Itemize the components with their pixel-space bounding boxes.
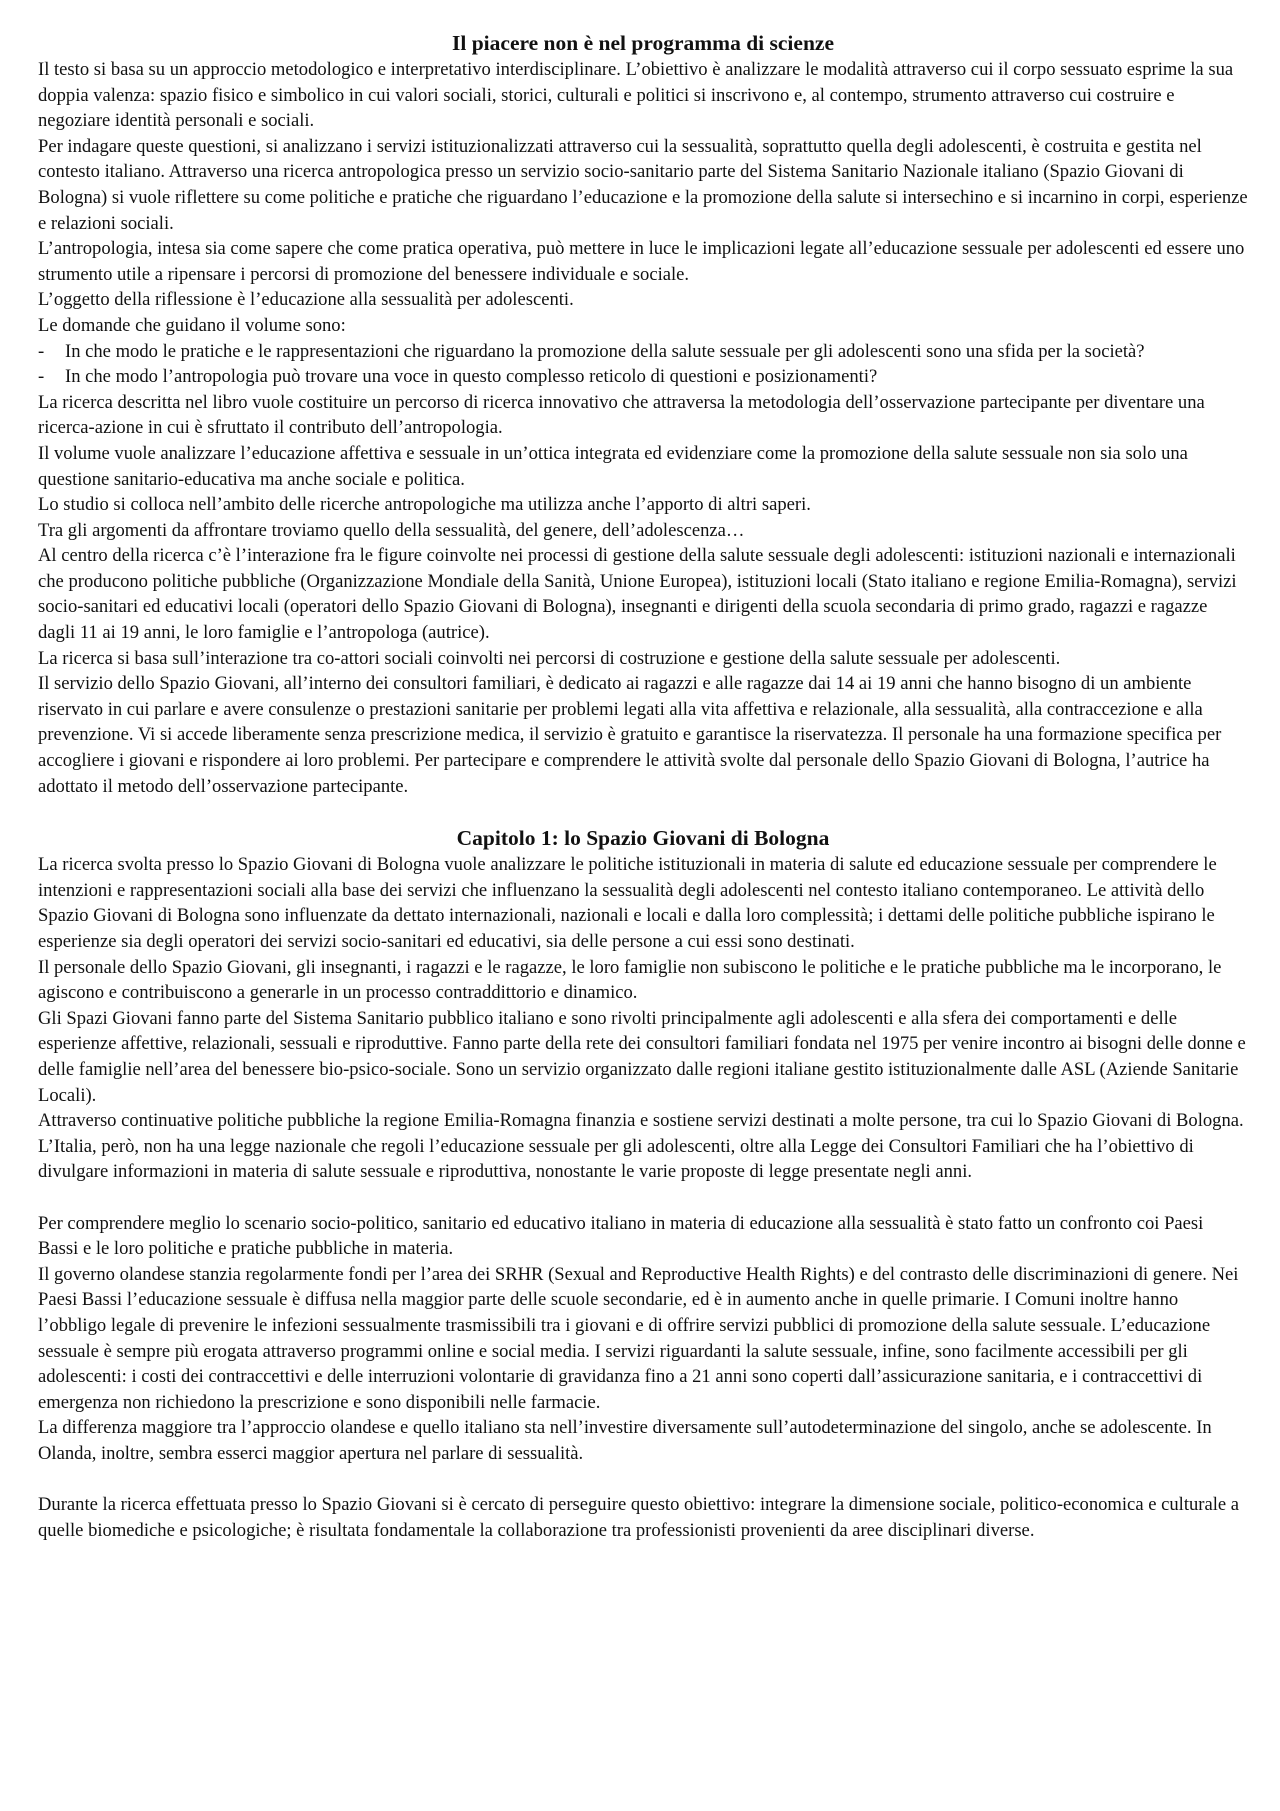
chapter-heading: Capitolo 1: lo Spazio Giovani di Bologna	[456, 826, 830, 851]
paragraph: Per comprendere meglio lo scenario socio-politico, sanitario ed educativo italiano in materia di educazione alla sessualità è stato fatto un confronto coi Paesi Bassi e le loro politiche e pratiche pubbliche in materia.	[38, 1212, 1204, 1260]
paragraph: Tra gli argomenti da affrontare troviamo quello della sessualità, del genere, dell’adolescenza…	[38, 519, 745, 541]
paragraph: Gli Spazi Giovani fanno parte del Sistema Sanitario pubblico italiano e sono rivolti principalmente agli adolescenti e alla sfera dei comportamenti e delle esperienze affettive, relazionali, sessuali e riproduttive. Fanno parte della rete dei consultori familiari fondata nel 1975 per venire incontro ai bisogni delle donne e delle famiglie nell’area del benessere bio-psico-sociale. Sono un servizio organizzato dalle regioni italiane gestito istituzionalmente dalle ASL (Aziende Sanitarie Locali).	[38, 1007, 1246, 1106]
list-item	[38, 364, 1248, 390]
dash-bullet-icon: -	[38, 340, 45, 362]
paragraph: La differenza maggiore tra l’approccio olandese e quello italiano sta nell’investire diversamente sull’autodeterminazione del singolo, anche se adolescente. In Olanda, inoltre, sembra esserci maggior apertura nel parlare di sessualità.	[38, 1417, 1212, 1464]
paragraph: Il volume vuole analizzare l’educazione affettiva e sessuale in un’ottica integrata ed evidenziare come la promozione della salute sessuale non sia solo una questione sanitario-educativa ma anche sociale e politica.	[38, 442, 1188, 490]
paragraph: Attraverso continuative politiche pubbliche la regione Emilia-Romagna finanzia e sostiene servizi destinati a molte persone, tra cui lo Spazio Giovani di Bologna. L’Italia, però, non ha una legge nazionale che regoli l’educazione sessuale per gli adolescenti, oltre alla Legge dei Consultori Familiari che ha l’obiettivo di divulgare informazioni in materia di salute sessuale e riproduttiva, nonostante le varie proposte di legge presentate negli anni.	[38, 1110, 1244, 1183]
paragraph: Il governo olandese stanzia regolarmente fondi per l’area dei SRHR (Sexual and Reproductive Health Rights) e del contrasto delle discriminazioni di genere. Nei Paesi Bassi l’educazione sessuale è diffusa nella maggior parte delle scuole secondarie, ed è in aumento anche in quelle primarie. I Comuni inoltre hanno l’obbligo legale di prevenire le infezioni sessualmente trasmissibili tra i giovani e di offrire servizi pubblici di promozione della salute sessuale. L’educazione sessuale è sempre più erogata attraverso programmi online e social media. I servizi riguardanti la salute sessuale, infine, sono facilmente accessibili per gli adolescenti: i costi dei contraccettivi e delle interruzioni volontarie di gravidanza fino a 21 anni sono coperti dall’assicurazione sanitaria, e i contraccettivi di emergenza non richiedono la prescrizione e sono disponibili nelle farmacie.	[38, 1263, 1239, 1413]
intro-section	[38, 57, 1248, 799]
document-title: Il piacere non è nel programma di scienze	[452, 31, 834, 55]
list-item-text: In che modo l’antropologia può trovare una voce in questo complesso reticolo di questioni e posizionamenti?	[65, 366, 878, 388]
paragraph: La ricerca si basa sull’interazione tra co-attori sociali coinvolti nei percorsi di costruzione e gestione della salute sessuale per adolescenti.	[38, 647, 1061, 669]
paragraph-gap	[38, 1466, 1248, 1492]
paragraph: L’oggetto della riflessione è l’educazione alla sessualità per adolescenti.	[38, 289, 574, 311]
paragraph: Al centro della ricerca c’è l’interazione fra le figure coinvolte nei processi di gestione della salute sessuale degli adolescenti: istituzioni nazionali e internazionali che producono politiche pubbliche (Organizzazione Mondiale della Sanità, Unione Europea), istituzioni locali (Stato italiano e regione Emilia-Romagna), servizi socio-sanitari ed educativi locali (operatori dello Spazio Giovani di Bologna), insegnanti e dirigenti della scuola secondaria di primo grado, ragazzi e ragazze dagli 11 ai 19 anni, le loro famiglie e l’antropologa (autrice).	[38, 545, 1237, 644]
paragraph: Il servizio dello Spazio Giovani, all’interno dei consultori familiari, è dedicato ai ragazzi e alle ragazze dai 14 ai 19 anni che hanno bisogno di un ambiente riservato in cui parlare e avere consulenze o prestazioni sanitarie per problemi legati alla vita affettiva e relazionale, alla sessualità, alla contraccezione e alla prevenzione. Vi si accede liberamente senza prescrizione medica, il servizio è gratuito e garantisce la riservatezza. Il personale ha una formazione specifica per accogliere i giovani e rispondere ai loro problemi. Per partecipare e comprendere le attività svolte dal personale dello Spazio Giovani di Bologna, l’autrice ha adottato il metodo dell’osservazione partecipante.	[38, 673, 1222, 797]
document-page	[38, 30, 1248, 1543]
paragraph: Per indagare queste questioni, si analizzano i servizi istituzionalizzati attraverso cui la sessualità, soprattutto quella degli adolescenti, è costruita e gestita nel contesto italiano. Attraverso una ricerca antropologica presso un servizio socio-sanitario parte del Sistema Sanitario Nazionale italiano (Spazio Giovani di Bologna) si vuole riflettere su come politiche e pratiche che riguardano l’educazione e la promozione della salute si intersechino e si incarnino in corpi, esperienze e relazioni sociali.	[38, 135, 1248, 234]
paragraph: Il testo si basa su un approccio metodologico e interpretativo interdisciplinare. L’obiettivo è analizzare le modalità attraverso cui il corpo sessuato esprime la sua doppia valenza: spazio fisico e simbolico in cui valori sociali, storici, culturali e politici si inscrivono e, al contempo, strumento attraverso cui costruire e negoziare identità personali e sociali.	[38, 59, 1234, 132]
paragraph: Il personale dello Spazio Giovani, gli insegnanti, i ragazzi e le ragazze, le loro famiglie non subiscono le politiche e le pratiche pubbliche ma le incorporano, le agiscono e contribuiscono a generarle in un processo contraddittorio e dinamico.	[38, 956, 1222, 1004]
paragraph: Le domande che guidano il volume sono:	[38, 314, 346, 336]
dash-bullet-icon: -	[38, 366, 45, 388]
paragraph: Lo studio si colloca nell’ambito delle ricerche antropologiche ma utilizza anche l’apporto di altri saperi.	[38, 494, 811, 516]
questions-list	[38, 339, 1248, 390]
paragraph: La ricerca svolta presso lo Spazio Giovani di Bologna vuole analizzare le politiche istituzionali in materia di salute ed educazione sessuale per comprendere le intenzioni e rappresentazioni sociali alla base dei servizi che influenzano la sessualità degli adolescenti nel contesto italiano contemporaneo. Le attività dello Spazio Giovani di Bologna sono influenzate da dettato internazionali, nazionali e locali e dalla loro complessità; i dettami delle politiche pubbliche ispirano le esperienze sia degli operatori dei servizi socio-sanitari ed educativi, sia delle persone a cui essi sono destinati.	[38, 854, 1217, 952]
paragraph: Durante la ricerca effettuata presso lo Spazio Giovani si è cercato di perseguire questo obiettivo: integrare la dimensione sociale, politico-economica e culturale a quelle biomediche e psicologiche; è risultata fondamentale la collaborazione tra professionisti provenienti da aree disciplinari diverse.	[38, 1494, 1240, 1541]
paragraph: L’antropologia, intesa sia come sapere che come pratica operativa, può mettere in luce le implicazioni legate all’educazione sessuale per adolescenti ed essere uno strumento utile a ripensare i percorsi di promozione del benessere individuale e sociale.	[38, 238, 1245, 285]
paragraph: La ricerca descritta nel libro vuole costituire un percorso di ricerca innovativo che attraversa la metodologia dell’osservazione partecipante per diventare una ricerca-azione in cui è sfruttato il contributo dell’antropologia.	[38, 391, 1205, 439]
chapter-1-section	[38, 825, 1248, 1543]
list-item	[38, 339, 1248, 365]
paragraph-gap	[38, 1185, 1248, 1211]
list-item-text: In che modo le pratiche e le rappresentazioni che riguardano la promozione della salute sessuale per gli adolescenti sono una sfida per la società?	[65, 340, 1145, 362]
